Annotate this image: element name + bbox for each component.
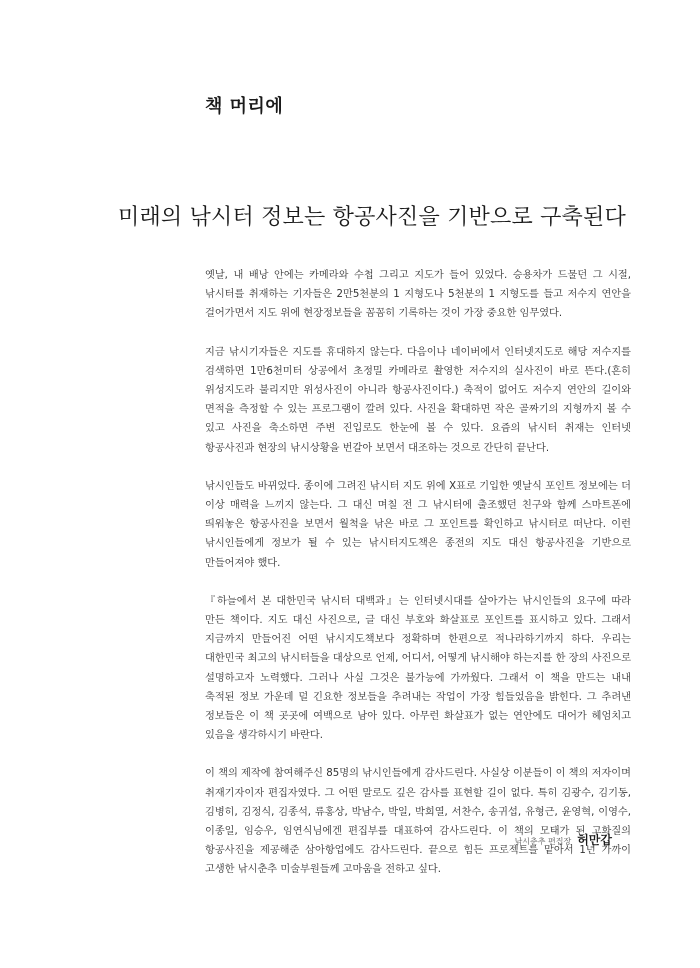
signature-role: 낚시춘추 편집장 — [514, 837, 572, 846]
section-label: 책 머리에 — [205, 96, 284, 117]
preface-body — [205, 266, 631, 899]
paragraph: 낚시인들도 바뀌었다. 종이에 그려진 낚시터 지도 위에 X표로 기입한 옛날식 포인트 정보에는 더 이상 매력을 느끼지 않는다. 그 대신 며칠 전 그 낚시터에 출조했던 친구와 함께 스마트폰에 띄워놓은 항공사진을 보면서 월척을 낚은 바로 그 포인트를 확인하고 낚시터로 떠난다. 이런 낚시인들에게 정보가 될 수 있는 낚시터지도책은 종전의 지도 대신 항공사진을 기반으로 만들어져야 했다. — [205, 480, 631, 569]
paragraph: 옛날, 내 배낭 안에는 카메라와 수첩 그리고 지도가 들어 있었다. 승용차가 드물던 그 시절, 낚시터를 취재하는 기자들은 2만5천분의 1 지형도나 5천분의 1 지형도를 들고 저수지 연안을 걸어가면서 지도 위에 현장정보들을 꼼꼼히 기록하는 것이 가장 중요한 임무였다. — [205, 270, 631, 320]
signature — [515, 831, 612, 848]
page-title: 미래의 낚시터 정보는 항공사진을 기반으로 구축된다 — [118, 205, 626, 230]
signature-name: 허만갑 — [577, 833, 612, 847]
paragraph: 지금 낚시기자들은 지도를 휴대하지 않는다. 다음이나 네이버에서 인터넷지도로 해당 저수지를 검색하면 1만6천미터 상공에서 초정밀 카메라로 촬영한 저수지의 실사진이 바로 뜬다.(흔히 위성지도라 불리지만 위성사진이 아니라 항공사진이다.) 축적이 없어도 저수지 연안의 길이와 면적을 측정할 수 있는 프로그램이 깔려 있다. 사진을 확대하면 작은 골짜기의 지형까지 볼 수 있고 사진을 축소하면 주변 진입로도 한눈에 볼 수 있다. 요즘의 낚시터 취재는 인터넷 항공사진과 현장의 낚시상황을 번갈아 보면서 대조하는 것으로 간단히 끝난다. — [205, 346, 631, 454]
paragraph: 이 책의 제작에 참여해주신 85명의 낚시인들에게 감사드린다. 사실상 이분들이 이 책의 저자이며 취재기자이자 편집자였다. 그 어떤 말로도 깊은 감사를 표현할 길이 없다. 특히 김광수, 김기동, 김병히, 김정식, 김종석, 류홍상, 박남수, 박일, 박희열, 서찬수, 송귀섭, 유형근, 윤영혁, 이영수, 이종일, 임승우, 임연식님에겐 편집부를 대표하여 감사드린다. 이 책의 모태가 된 고화질의 항공사진을 제공해준 삼아항업에도 감사드린다. 끝으로 힘든 프로젝트를 맡아서 1년 가까이 고생한 낚시춘추 미술부원들께 고마움을 전하고 싶다. — [205, 768, 631, 876]
paragraph: 『하늘에서 본 대한민국 낚시터 대백과』는 인터넷시대를 살아가는 낚시인들의 요구에 따라 만든 책이다. 지도 대신 사진으로, 글 대신 부호와 화살표로 포인트를 표시하고 있다. 그래서 지금까지 만들어진 어떤 낚시지도책보다 정확하며 한편으로 적나라하기까지 하다. 우리는 대한민국 최고의 낚시터들을 대상으로 언제, 어디서, 어떻게 낚시해야 하는지를 한 장의 사진으로 설명하고자 노력했다. 그러나 사실 그것은 불가능에 가까웠다. 그래서 이 책을 만드는 내내 축적된 정보 가운데 덜 긴요한 정보들을 추려내는 작업이 가장 힘들었음을 밝힌다. 그 추려낸 정보들은 이 책 곳곳에 여백으로 남아 있다. 아무런 화살표가 없는 연안에도 대어가 헤엄치고 있음을 생각하시기 바란다. — [205, 595, 631, 742]
